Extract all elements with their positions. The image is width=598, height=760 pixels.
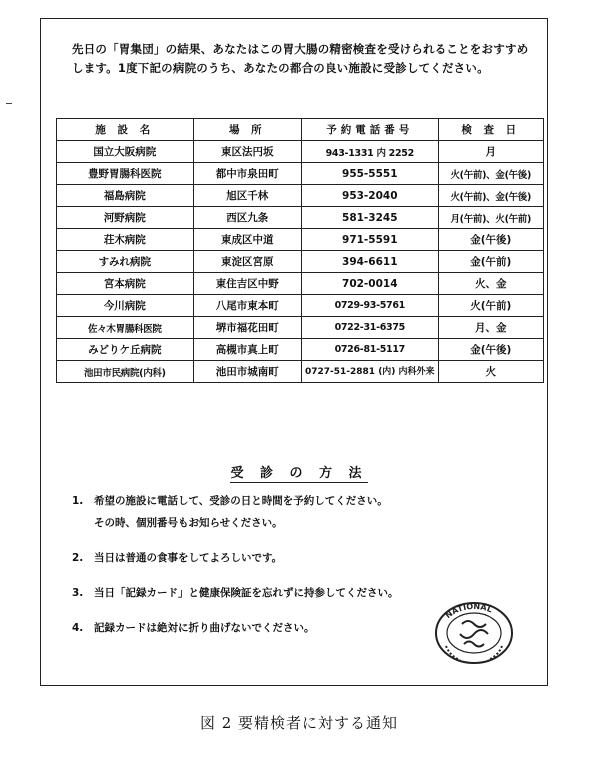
facility-name: 佐々木胃腸科医院: [57, 317, 194, 339]
step-text: 当日「記録カード」と健康保険証を忘れずに持参してください。: [94, 587, 399, 599]
facility-phone: 0722-31-6375: [301, 317, 438, 339]
step-text: 当日は普通の食事をしてよろしいです。: [94, 552, 283, 564]
column-header-location: 場 所: [193, 119, 301, 141]
facility-location: 都中市泉田町: [193, 163, 301, 185]
step-number: 1.: [72, 495, 84, 507]
table-row: [57, 185, 544, 207]
table-row: [57, 207, 544, 229]
facility-location: 東淀区宮原: [193, 251, 301, 273]
margin-mark: [6, 103, 12, 104]
facility-exam-day: 火: [438, 361, 543, 383]
facility-name: 荘木病院: [57, 229, 194, 251]
step-text-continued: その時、個別番号もお知らせください。: [94, 517, 283, 529]
facility-phone: 702-0014: [301, 273, 438, 295]
facility-name: みどりケ丘病院: [57, 339, 194, 361]
facility-name: 豊野胃腸科医院: [57, 163, 194, 185]
facility-phone: 943-1331 内 2252: [301, 141, 438, 163]
table-row: [57, 339, 544, 361]
facility-name: 福島病院: [57, 185, 194, 207]
step-text: 希望の施設に電話して、受診の日と時間を予約してください。: [94, 495, 388, 507]
table-row: [57, 317, 544, 339]
facility-phone: 394-6611: [301, 251, 438, 273]
list-item: [72, 490, 512, 534]
column-header-exam-day: 検 査 日: [438, 119, 543, 141]
facility-exam-day: 火(午前)、金(午後): [438, 185, 543, 207]
facility-phone: 0726-81-5117: [301, 339, 438, 361]
facility-location: 八尾市東本町: [193, 295, 301, 317]
seal-text: NATIONAL: [443, 601, 494, 621]
step-number: 4.: [72, 622, 84, 634]
facility-exam-day: 月: [438, 141, 543, 163]
facility-name: 河野病院: [57, 207, 194, 229]
facility-exam-day: 金(午後): [438, 339, 543, 361]
facility-exam-day: 金(午後): [438, 229, 543, 251]
facility-name: すみれ病院: [57, 251, 194, 273]
facility-exam-day: 金(午前): [438, 251, 543, 273]
figure-caption: 図 2 要精検者に対する通知: [199, 714, 399, 732]
table-row: [57, 229, 544, 251]
column-header-facility: 施 設 名: [57, 119, 194, 141]
facility-phone: 0729-93-5761: [301, 295, 438, 317]
table-header-row: [57, 119, 544, 141]
facility-phone: 0727-51-2881 (内) 内科外来: [301, 361, 438, 383]
facility-phone: 955-5551: [301, 163, 438, 185]
facility-location: 堺市福花田町: [193, 317, 301, 339]
table-row: [57, 273, 544, 295]
facility-name: 今川病院: [57, 295, 194, 317]
facility-phone: 971-5591: [301, 229, 438, 251]
facility-name: 国立大阪病院: [57, 141, 194, 163]
facility-phone: 953-2040: [301, 185, 438, 207]
facility-location: 高槻市真上町: [193, 339, 301, 361]
table-row: [57, 163, 544, 185]
step-text: 記録カードは絶対に折り曲げないでください。: [94, 622, 315, 634]
facility-phone: 581-3245: [301, 207, 438, 229]
facility-location: 東住吉区中野: [193, 273, 301, 295]
column-header-phone: 予約電話番号: [301, 119, 438, 141]
facility-exam-day: 火(午前): [438, 295, 543, 317]
facility-name: 宮本病院: [57, 273, 194, 295]
institution-seal-stamp: [432, 600, 516, 666]
facility-location: 旭区千林: [193, 185, 301, 207]
facility-exam-day: 火(午前)、金(午後): [438, 163, 543, 185]
facility-table: [56, 118, 544, 383]
method-heading-text: 受 診 の 方 法: [230, 466, 368, 481]
method-heading: [0, 462, 598, 481]
facility-location: 東区法円坂: [193, 141, 301, 163]
list-item: [72, 547, 512, 569]
table-row: [57, 361, 544, 383]
table-row: [57, 251, 544, 273]
intro-paragraph: 先日の「胃集団」の結果、あなたはこの胃大腸の精密検査を受けられることをおすすめします。1度下記の病院のうち、あなたの都合の良い施設に受診してください。: [72, 42, 529, 75]
table-row: [57, 141, 544, 163]
step-number: 2.: [72, 552, 84, 564]
facility-location: 池田市城南町: [193, 361, 301, 383]
facility-exam-day: 月(午前)、火(午前): [438, 207, 543, 229]
facility-exam-day: 月、金: [438, 317, 543, 339]
step-number: 3.: [72, 587, 84, 599]
facility-location: 東成区中道: [193, 229, 301, 251]
facility-exam-day: 火、金: [438, 273, 543, 295]
facility-location: 西区九条: [193, 207, 301, 229]
table-row: [57, 295, 544, 317]
facility-name: 池田市民病院(内科): [57, 361, 194, 383]
